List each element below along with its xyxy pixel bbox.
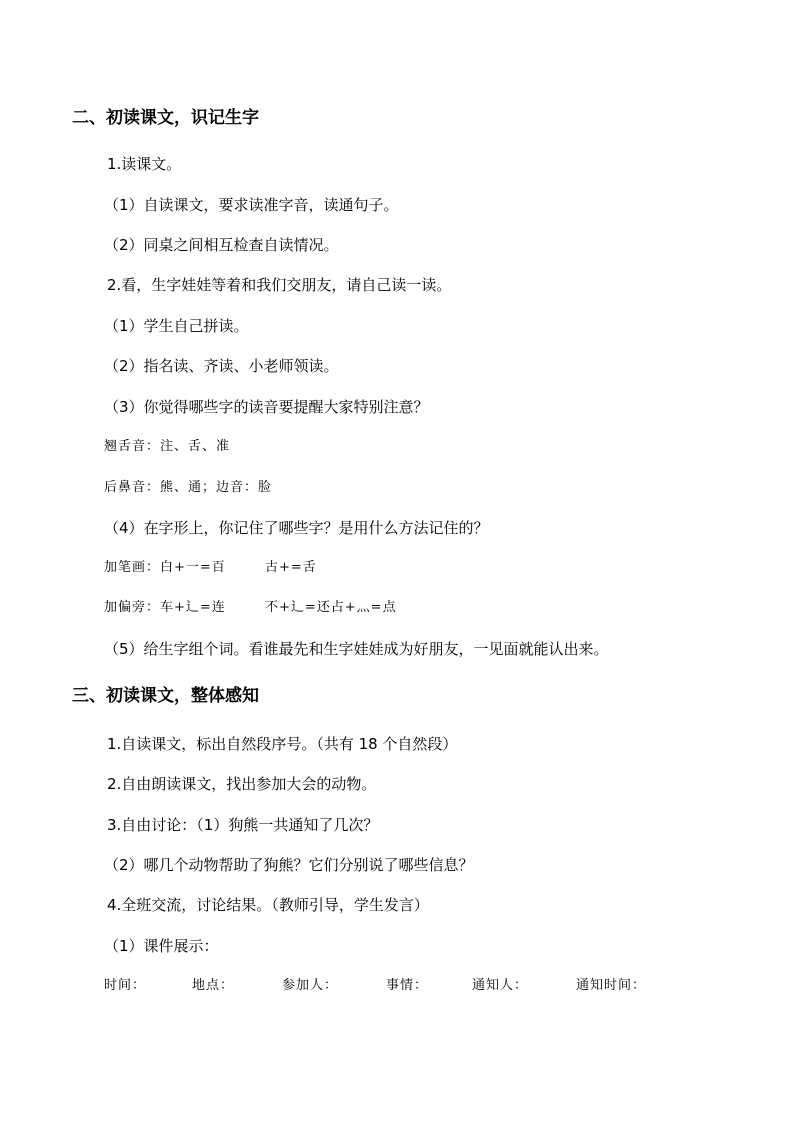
example-line: 后鼻音：熊、通；边音：脸 (104, 480, 273, 495)
paragraph: 3.自由讨论：（1）狗熊一共通知了几次？ (107, 816, 379, 834)
paragraph: （2）指名读、齐读、小老师领读。 (104, 357, 339, 375)
paragraph: （5）给生字组个词。看谁最先和生字娃娃成为好朋友，一见面就能认出来。 (104, 640, 609, 658)
paragraph: 1.读课文。 (107, 155, 182, 173)
paragraph: （1）自读课文，要求读准字音，读通句子。 (104, 196, 399, 214)
paragraph: 4.全班交流，讨论结果。（教师引导，学生发言） (107, 896, 429, 914)
field-place-label: 地点： (192, 978, 235, 993)
info-fields-row (104, 976, 664, 996)
field-participants-label: 参加人： (282, 978, 339, 993)
section-3-heading: 三、初读课文，整体感知 (72, 686, 259, 706)
paragraph: （2）同桌之间相互检查自读情况。 (104, 236, 339, 254)
paragraph: （3）你觉得哪些字的读音要提醒大家特别注意？ (104, 398, 429, 416)
paragraph: （1）学生自己拼读。 (104, 317, 249, 335)
paragraph: 1.自读课文，标出自然段序号。（共有 18 个自然段） (107, 735, 458, 753)
paragraph: （2）哪几个动物帮助了狗熊？它们分别说了哪些信息？ (104, 856, 474, 874)
field-notify-time-label: 通知时间： (576, 978, 647, 993)
example-line: 加偏旁：车+辶=连 (104, 600, 226, 615)
example-line: 加笔画：白+一=百 (104, 560, 226, 575)
paragraph: 2.自由朗读课文，找出参加大会的动物。 (107, 775, 377, 793)
paragraph: （4）在字形上，你记住了哪些字？是用什么方法记住的？ (104, 519, 489, 537)
field-time-label: 时间： (104, 978, 147, 993)
paragraph: （1）课件展示： (104, 937, 219, 955)
paragraph: 2.看，生字娃娃等着和我们交朋友，请自己读一读。 (107, 276, 452, 294)
field-notifier-label: 通知人： (472, 978, 529, 993)
section-2-heading: 二、初读课文，识记生字 (72, 108, 259, 128)
example-line: 翘舌音：注、舌、准 (104, 439, 231, 454)
field-event-label: 事情： (386, 978, 429, 993)
example-line: 古+=舌 (265, 560, 317, 575)
example-line: 不+辶=还占+灬=点 (265, 600, 397, 615)
